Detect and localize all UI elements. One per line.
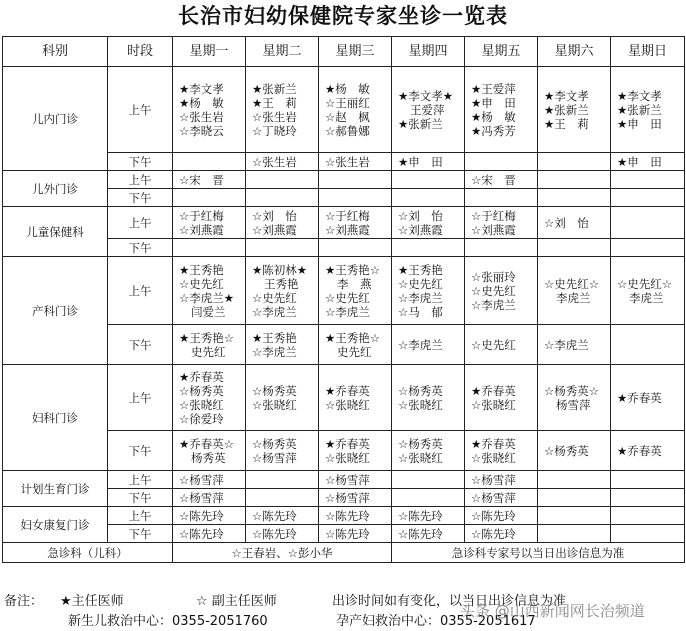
schedule-cell [392, 67, 465, 153]
doctor-entry: ☆张晓红 [179, 397, 224, 412]
doctor-entry: ☆史先红 [471, 337, 516, 352]
doctor-entry: ☆李虎兰 [325, 304, 370, 319]
schedule-cell [465, 207, 538, 239]
schedule-cell [465, 153, 538, 171]
schedule-cell [465, 257, 538, 325]
doctor-entry: 王爱萍 [410, 102, 445, 117]
emergency-label: 急诊科（儿科） [3, 543, 173, 563]
doctor-entry: ☆杨秀英 [252, 383, 297, 398]
doctor-entry: ☆于红梅 [471, 208, 516, 223]
doctor-entry: ☆史先红 [325, 290, 370, 305]
doctor-entry: 李 燕 [337, 276, 372, 291]
period-label: 上午 [108, 365, 173, 431]
doctor-entry: ★冯秀芳 [471, 123, 516, 138]
column-header: 星期四 [392, 37, 465, 67]
schedule-cell [173, 507, 246, 525]
table-row [3, 171, 685, 189]
doctor-entry: ☆张晓红 [398, 450, 443, 465]
doctor-entry: ★乔春英 [617, 390, 662, 405]
doctor-entry: ☆马 郁 [398, 304, 443, 319]
emergency-note: 急诊科专家号以当日出诊信息为准 [392, 543, 685, 563]
schedule-cell [538, 471, 611, 489]
period-label: 上午 [108, 507, 173, 525]
column-header: 星期一 [173, 37, 246, 67]
schedule-cell [246, 507, 319, 525]
column-header: 星期五 [465, 37, 538, 67]
schedule-cell [538, 189, 611, 207]
schedule-cell [319, 365, 392, 431]
schedule-cell [465, 525, 538, 543]
schedule-cell [611, 365, 685, 431]
doctor-entry: ★乔春英 [179, 369, 224, 384]
period-label: 上午 [108, 67, 173, 153]
doctor-entry: ☆史先红☆ [617, 276, 673, 291]
schedule-cell [538, 489, 611, 507]
doctor-entry: ☆杨秀英☆ [544, 383, 600, 398]
department-name: 妇女康复门诊 [3, 507, 108, 543]
watermark [0, 600, 686, 620]
table-row [3, 67, 685, 153]
doctor-entry: ★陈初林★ [252, 262, 308, 277]
doctor-entry: ☆张丽玲 [471, 269, 516, 284]
doctor-entry: ☆陈先玲 [325, 526, 370, 541]
doctor-entry: ☆李虎兰 [398, 290, 443, 305]
schedule-cell [246, 431, 319, 471]
schedule-cell [611, 171, 685, 189]
doctor-entry: ★申 田 [398, 154, 443, 169]
doctor-entry: ★李文孝 [544, 88, 589, 103]
department-name: 妇科门诊 [3, 365, 108, 471]
doctor-entry: ☆史先红 [471, 283, 516, 298]
doctor-entry: ☆杨秀英 [252, 436, 297, 451]
column-header: 时段 [108, 37, 173, 67]
column-header: 星期日 [611, 37, 685, 67]
doctor-entry: ☆陈先玲 [471, 508, 516, 523]
header-row [3, 37, 685, 67]
doctor-entry: ☆张生岩 [179, 109, 224, 124]
schedule-cell [392, 171, 465, 189]
doctor-entry: ★张新兰 [544, 102, 589, 117]
doctor-entry: ★申 田 [617, 154, 662, 169]
doctor-entry: ★申 田 [471, 95, 516, 110]
department-name: 产科门诊 [3, 257, 108, 365]
schedule-cell [392, 471, 465, 489]
schedule-cell [392, 207, 465, 239]
doctor-entry: ★乔春英 [325, 436, 370, 451]
doctor-entry: ☆陈先玲 [252, 508, 297, 523]
doctor-entry: 杨雪萍 [556, 397, 591, 412]
doctor-entry: ☆张晓红 [325, 450, 370, 465]
doctor-entry: ☆李虎兰 [398, 337, 443, 352]
doctor-entry: ★王 莉 [252, 95, 297, 110]
schedule-cell [173, 431, 246, 471]
doctor-entry: ★乔春英 [471, 436, 516, 451]
doctor-entry: ☆刘 怡 [398, 208, 443, 223]
doctor-entry: ☆陈先玲 [325, 508, 370, 523]
doctor-entry: ☆杨雪萍 [471, 490, 516, 505]
doctor-entry: ☆宋 晋 [471, 172, 516, 187]
doctor-entry: ☆史先红☆ [544, 276, 600, 291]
doctor-entry: ☆张晓红 [471, 450, 516, 465]
schedule-cell [246, 171, 319, 189]
doctor-entry: ☆杨秀英 [544, 443, 589, 458]
schedule-cell [246, 489, 319, 507]
doctor-entry: ☆陈先玲 [471, 526, 516, 541]
schedule-cell [246, 207, 319, 239]
schedule-cell [611, 189, 685, 207]
schedule-cell [611, 525, 685, 543]
period-label: 下午 [108, 325, 173, 365]
period-label: 下午 [108, 189, 173, 207]
doctor-entry: ★王秀艳 [252, 330, 297, 345]
schedule-cell [611, 153, 685, 171]
legend-prefix: 备注： [4, 594, 44, 609]
schedule-cell [611, 207, 685, 239]
doctor-entry: ★王 莉 [544, 116, 589, 131]
period-label: 上午 [108, 471, 173, 489]
schedule-cell [465, 507, 538, 525]
schedule-cell [465, 489, 538, 507]
doctor-entry: ☆刘燕霞 [471, 222, 516, 237]
department-name: 儿内门诊 [3, 67, 108, 171]
period-label: 下午 [108, 525, 173, 543]
doctor-entry: ☆徐爱玲 [179, 411, 224, 426]
doctor-entry: ☆李晓云 [179, 123, 224, 138]
doctor-entry: ☆陈先玲 [179, 508, 224, 523]
period-label: 上午 [108, 207, 173, 239]
doctor-entry: ☆于红梅 [325, 208, 370, 223]
schedule-cell [319, 325, 392, 365]
doctor-entry: 杨秀英 [191, 450, 226, 465]
doctor-entry: ☆杨雪萍 [325, 490, 370, 505]
schedule-cell [465, 171, 538, 189]
schedule-change-note: 出诊时间如有变化，以当日出诊信息为准 [332, 594, 567, 609]
period-label: 下午 [108, 489, 173, 507]
doctor-entry: ☆张生岩 [252, 154, 297, 169]
schedule-table [2, 36, 685, 563]
schedule-cell [392, 189, 465, 207]
doctor-entry: 史先红 [337, 344, 372, 359]
maternal-center-phone: 孕产妇救治中心：0355-2051617 [336, 614, 536, 629]
schedule-cell [538, 507, 611, 525]
doctor-entry: ☆陈先玲 [252, 526, 297, 541]
schedule-cell [392, 325, 465, 365]
doctor-entry: ★杨 敏 [471, 109, 516, 124]
doctor-entry: ☆杨雪萍 [325, 472, 370, 487]
column-header: 星期二 [246, 37, 319, 67]
doctor-entry: ☆杨雪萍 [179, 490, 224, 505]
doctor-entry: 王秀艳 [264, 276, 299, 291]
doctor-entry: ☆李虎兰 [252, 344, 297, 359]
doctor-entry: ★王秀艳 [179, 262, 224, 277]
doctor-entry: 闫爱兰 [191, 304, 226, 319]
schedule-cell [392, 507, 465, 525]
doctor-entry: ★张新兰 [252, 81, 297, 96]
schedule-cell [319, 239, 392, 257]
schedule-cell [611, 471, 685, 489]
schedule-cell [538, 239, 611, 257]
schedule-cell [538, 207, 611, 239]
schedule-cell [173, 471, 246, 489]
doctor-entry: 李虎兰 [556, 290, 591, 305]
doctor-entry: ★王秀艳 [398, 262, 443, 277]
doctor-entry: ★乔春英 [471, 383, 516, 398]
legend-chief: ★主任医师 [60, 594, 124, 609]
schedule-cell [465, 189, 538, 207]
doctor-entry: ★王秀艳☆ [179, 330, 235, 345]
period-label: 下午 [108, 153, 173, 171]
doctor-entry: ☆张晓红 [325, 397, 370, 412]
doctor-entry: ☆于红梅 [179, 208, 224, 223]
doctor-entry: ☆张生岩 [325, 154, 370, 169]
schedule-cell [392, 239, 465, 257]
doctor-entry: ☆张晓红 [252, 397, 297, 412]
schedule-cell [246, 525, 319, 543]
doctor-entry: ☆张晓红 [471, 397, 516, 412]
doctor-entry: ☆李虎兰 [471, 297, 516, 312]
schedule-cell [392, 489, 465, 507]
doctor-entry: ☆刘燕霞 [325, 222, 370, 237]
schedule-cell [465, 431, 538, 471]
schedule-cell [392, 365, 465, 431]
schedule-cell [611, 325, 685, 365]
table-row [3, 365, 685, 431]
schedule-cell [319, 489, 392, 507]
doctor-entry: ☆史先红 [252, 290, 297, 305]
schedule-cell [392, 525, 465, 543]
neonatal-center-phone: 新生儿救治中心：0355-2051760 [68, 614, 268, 629]
schedule-cell [173, 489, 246, 507]
period-label: 下午 [108, 239, 173, 257]
doctor-entry: ★王秀艳☆ [325, 262, 381, 277]
schedule-cell [246, 189, 319, 207]
schedule-cell [538, 257, 611, 325]
table-row [3, 257, 685, 325]
doctor-entry: ☆刘 怡 [544, 215, 589, 230]
doctor-entry: ☆杨雪萍 [252, 450, 297, 465]
schedule-cell [246, 239, 319, 257]
schedule-cell [173, 189, 246, 207]
department-name: 儿外门诊 [3, 171, 108, 207]
schedule-cell [319, 525, 392, 543]
doctor-entry: ☆刘燕霞 [179, 222, 224, 237]
doctor-entry: ★乔春英☆ [179, 436, 235, 451]
schedule-cell [611, 239, 685, 257]
schedule-cell [538, 525, 611, 543]
doctor-entry: ★申 田 [617, 116, 662, 131]
doctor-entry: ★乔春英 [617, 443, 662, 458]
schedule-cell [611, 257, 685, 325]
doctor-entry: ☆陈先玲 [179, 526, 224, 541]
schedule-cell [465, 239, 538, 257]
doctor-entry: ★李文孝 [179, 81, 224, 96]
doctor-entry: ★李文孝★ [398, 88, 454, 103]
doctor-entry: ★杨 敏 [179, 95, 224, 110]
schedule-cell [538, 171, 611, 189]
period-label: 下午 [108, 431, 173, 471]
schedule-cell [611, 67, 685, 153]
schedule-cell [392, 431, 465, 471]
schedule-cell [246, 153, 319, 171]
emergency-row [3, 543, 685, 563]
page-title: 长治市妇幼保健院专家坐诊一览表 [178, 4, 508, 28]
doctor-entry: ☆郝鲁娜 [325, 123, 370, 138]
schedule-cell [319, 171, 392, 189]
schedule-cell [319, 153, 392, 171]
schedule-cell [246, 325, 319, 365]
column-header: 科别 [3, 37, 108, 67]
schedule-cell [319, 431, 392, 471]
schedule-cell [392, 257, 465, 325]
doctor-entry: ☆刘燕霞 [398, 222, 443, 237]
schedule-cell [319, 207, 392, 239]
schedule-cell [392, 153, 465, 171]
schedule-cell [319, 471, 392, 489]
doctor-entry: ★张新兰 [617, 102, 662, 117]
doctor-entry: ☆赵 枫 [325, 109, 370, 124]
doctor-entry: ★张新兰 [398, 116, 443, 131]
doctor-entry: 史先红 [191, 344, 226, 359]
doctor-entry: ☆刘 怡 [252, 208, 297, 223]
schedule-cell [173, 153, 246, 171]
doctor-entry: ★王爱萍 [471, 81, 516, 96]
doctor-entry: ☆史先红 [398, 276, 443, 291]
period-label: 上午 [108, 257, 173, 325]
doctor-entry: ★王秀艳☆ [325, 330, 381, 345]
schedule-cell [611, 489, 685, 507]
column-header: 星期六 [538, 37, 611, 67]
doctor-entry: ☆张晓红 [398, 397, 443, 412]
schedule-cell [246, 257, 319, 325]
watermark-text: 头条 @山西新闻网长治频道 [460, 602, 645, 620]
emergency-doctors: ☆王春岩、☆彭小华 [173, 543, 392, 563]
schedule-cell [319, 257, 392, 325]
legend-deputy: ☆ 副主任医师 [196, 594, 277, 609]
doctor-entry: ☆杨雪萍 [471, 472, 516, 487]
doctor-entry: ☆王丽红 [325, 95, 370, 110]
doctor-entry: ★杨 敏 [325, 81, 370, 96]
doctor-entry: ★李文孝 [617, 88, 662, 103]
schedule-cell [246, 365, 319, 431]
schedule-cell [173, 239, 246, 257]
column-header: 星期三 [319, 37, 392, 67]
schedule-cell [465, 365, 538, 431]
doctor-entry: ☆杨秀英 [398, 383, 443, 398]
schedule-cell [465, 67, 538, 153]
schedule-cell [246, 67, 319, 153]
doctor-entry: ☆李虎兰★ [179, 290, 235, 305]
doctor-entry: ☆宋 晋 [179, 172, 224, 187]
schedule-cell [173, 171, 246, 189]
schedule-cell [173, 325, 246, 365]
schedule-cell [173, 67, 246, 153]
period-label: 上午 [108, 171, 173, 189]
table-row [3, 507, 685, 525]
doctor-entry: 李虎兰 [629, 290, 664, 305]
schedule-cell [173, 365, 246, 431]
schedule-cell [319, 507, 392, 525]
doctor-entry: ☆刘燕霞 [252, 222, 297, 237]
schedule-cell [319, 189, 392, 207]
table-row [3, 471, 685, 489]
schedule-cell [611, 431, 685, 471]
department-name: 儿童保健科 [3, 207, 108, 257]
schedule-cell [465, 471, 538, 489]
schedule-cell [173, 525, 246, 543]
schedule-cell [246, 471, 319, 489]
schedule-cell [538, 365, 611, 431]
doctor-entry: ☆史先红 [179, 276, 224, 291]
schedule-cell [173, 257, 246, 325]
doctor-entry: ☆陈先玲 [398, 526, 443, 541]
doctor-entry: ★乔春英 [325, 383, 370, 398]
doctor-entry: ☆杨秀英 [398, 436, 443, 451]
doctor-entry: ☆丁晓玲 [252, 123, 297, 138]
schedule-cell [538, 153, 611, 171]
doctor-entry: ☆李虎兰 [252, 304, 297, 319]
doctor-entry: ☆张生岩 [252, 109, 297, 124]
doctor-entry: ☆陈先玲 [398, 508, 443, 523]
schedule-cell [538, 431, 611, 471]
schedule-cell [538, 325, 611, 365]
doctor-entry: ☆杨秀英 [179, 383, 224, 398]
schedule-cell [611, 507, 685, 525]
schedule-cell [173, 207, 246, 239]
schedule-cell [465, 325, 538, 365]
department-name: 计划生育门诊 [3, 471, 108, 507]
table-row [3, 207, 685, 239]
schedule-cell [538, 67, 611, 153]
schedule-cell [319, 67, 392, 153]
doctor-entry: ☆李虎兰 [544, 337, 589, 352]
doctor-entry: ☆杨雪萍 [179, 472, 224, 487]
